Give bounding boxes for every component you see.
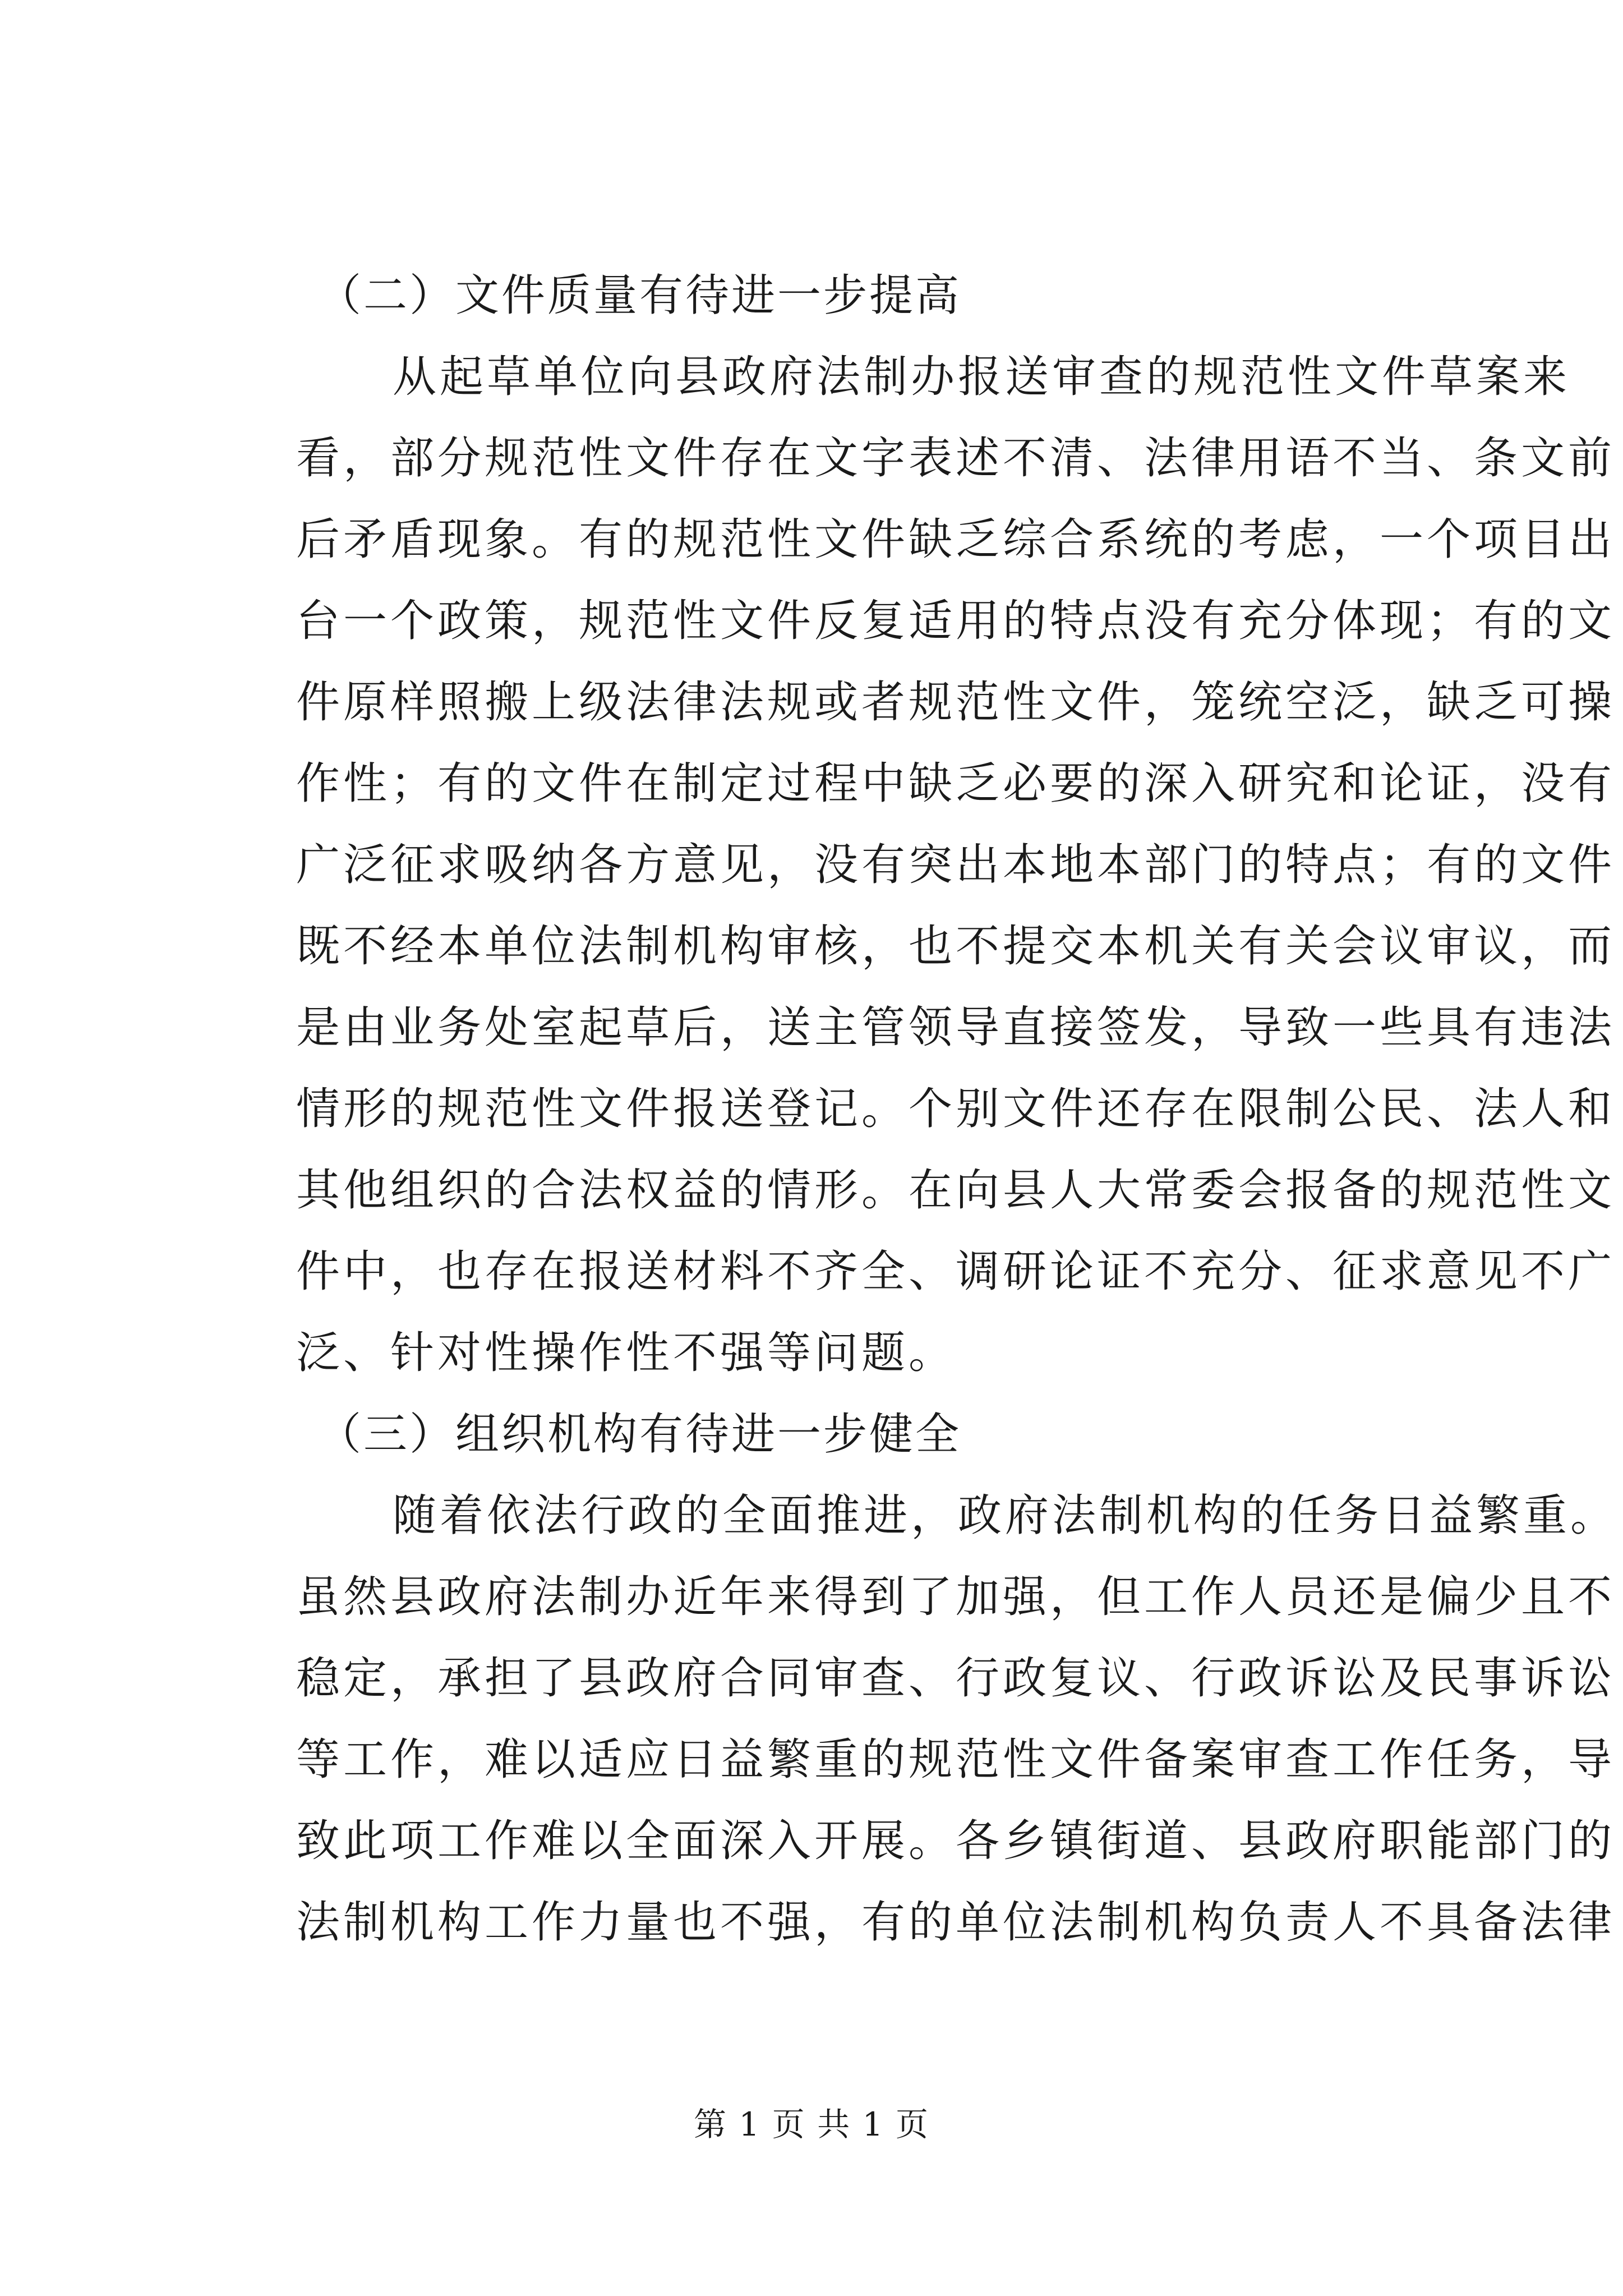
paragraph-line: 致此项工作难以全面深入开展。各乡镇街道、县政府职能部门的 [296,1816,1616,1866]
paragraph-line: 虽然县政府法制办近年来得到了加强，但工作人员还是偏少且不 [296,1572,1616,1622]
paragraph-line: 随着依法行政的全面推进，政府法制机构的任务日益繁重。 [393,1490,1618,1541]
paragraph-line: 台一个政策，规范性文件反复适用的特点没有充分体现；有的文 [296,596,1616,646]
paragraph-line: 其他组织的合法权益的情形。在向县人大常委会报备的规范性文 [296,1165,1616,1216]
paragraph-line: 从起草单位向县政府法制办报送审查的规范性文件草案来 [393,352,1571,402]
paragraph-line: 法制机构工作力量也不强，有的单位法制机构负责人不具备法律 [296,1897,1616,1948]
paragraph-line: 看，部分规范性文件存在文字表述不清、法律用语不当、条文前 [296,433,1616,484]
paragraph-line: 件原样照搬上级法律法规或者规范性文件，笼统空泛，缺乏可操 [296,677,1616,728]
paragraph-line: 后矛盾现象。有的规范性文件缺乏综合系统的考虑，一个项目出 [296,514,1616,565]
section-heading-2: （二）文件质量有待进一步提高 [317,270,962,321]
paragraph-line: 情形的规范性文件报送登记。个别文件还存在限制公民、法人和 [296,1084,1616,1134]
paragraph-line: 既不经本单位法制机构审核，也不提交本机关有关会议审议，而 [296,921,1616,972]
section-heading-3: （三）组织机构有待进一步健全 [317,1409,962,1460]
paragraph-line: 件中，也存在报送材料不齐全、调研论证不充分、征求意见不广 [296,1246,1616,1297]
paragraph-line: 泛、针对性操作性不强等问题。 [296,1328,956,1378]
paragraph-line: 等工作，难以适应日益繁重的规范性文件备案审查工作任务，导 [296,1734,1616,1785]
paragraph-line: 稳定，承担了县政府合同审查、行政复议、行政诉讼及民事诉讼 [296,1653,1616,1704]
document-body [296,255,1618,1963]
paragraph-line: 是由业务处室起草后，送主管领导直接签发，导致一些具有违法 [296,1002,1616,1053]
page-number-footer: 第 1 页 共 1 页 [694,2105,929,2143]
paragraph-line: 广泛征求吸纳各方意见，没有突出本地本部门的特点；有的文件 [296,840,1616,890]
paragraph-line: 作性；有的文件在制定过程中缺乏必要的深入研究和论证，没有 [296,758,1616,809]
